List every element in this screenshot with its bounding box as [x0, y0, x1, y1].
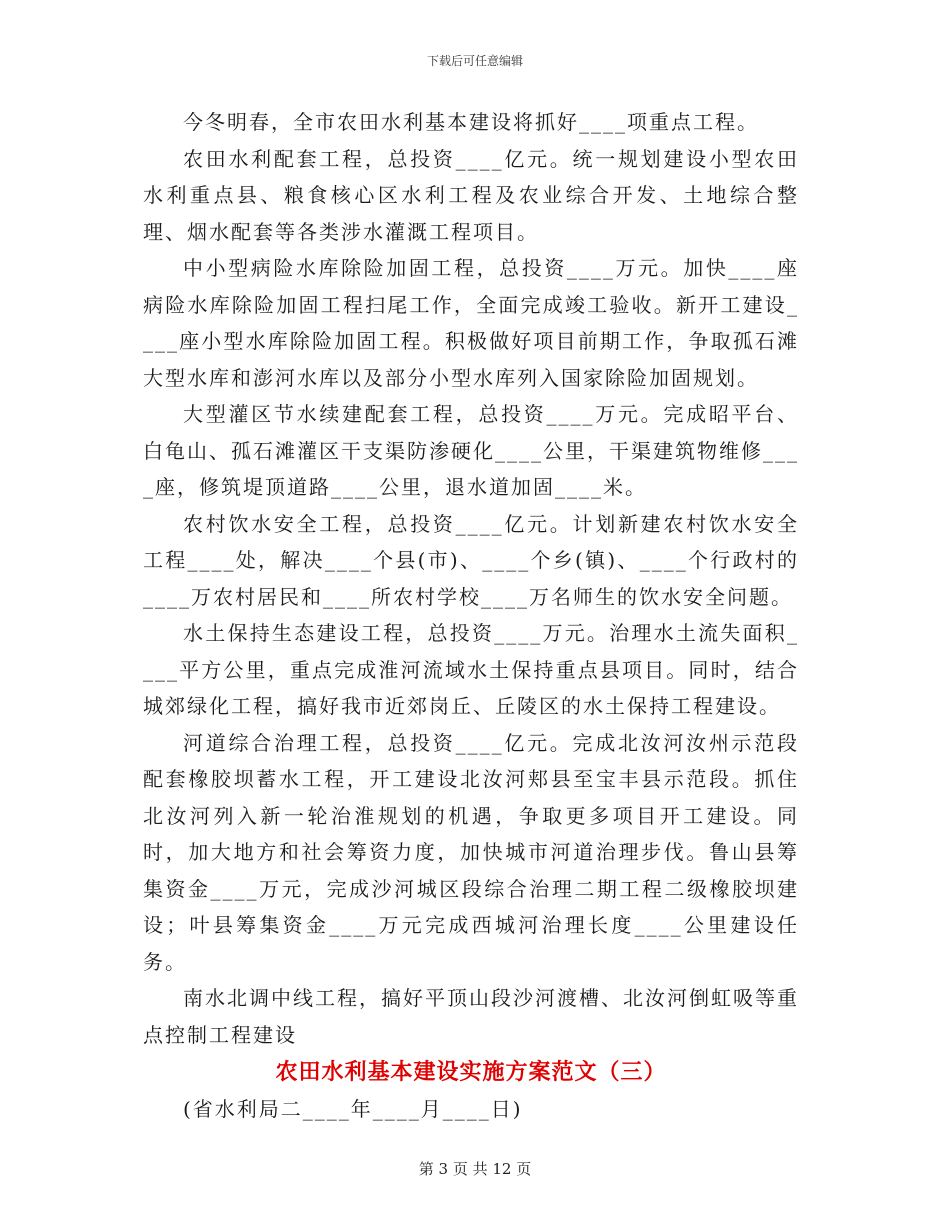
paragraph-soil-conservation: 水土保持生态建设工程，总投资____万元。治理水土流失面积____平方公里，重点完成淮河流域水土保持重点县项目。同时，结合城郊绿化工程，搞好我市近郊岗丘、丘陵区的水土保持工程建设。 [143, 621, 799, 718]
paragraph-irrigation-district: 大型灌区节水续建配套工程，总投资____万元。完成昭平台、白龟山、孤石滩灌区干支渠防渗硬化____公里，干渠建筑物维修____座，修筑堤顶道路____公里，退水道加固____米。 [143, 402, 799, 499]
paragraph-reservoir-reinforcement: 中小型病险水库除险加固工程，总投资____万元。加快____座病险水库除险加固工程扫尾工作，全面完成竣工验收。新开工建设____座小型水库除险加固工程。积极做好项目前期工作，争取孤石滩大型水库和澎河水库以及部分小型水库列入国家除险加固规划。 [143, 256, 799, 390]
document-body [143, 104, 799, 1128]
page-header: 下载后可任意编辑 [426, 54, 523, 68]
paragraph-river-governance: 河道综合治理工程，总投资____亿元。完成北汝河汝州示范段配套橡胶坝蓄水工程，开工建设北汝河郏县至宝丰县示范段。抓住北汝河列入新一轮治淮规划的机遇，争取更多项目开工建设。同时，加大地方和社会筹资力度，加快城市河道治理步伐。鲁山县筹集资金____万元，完成沙河城区段综合治理二期工程二级橡胶坝建设；叶县筹集资金____万元完成西城河治理长度____公里建设任务。 [143, 730, 799, 974]
section-title: 农田水利基本建设实施方案范文（三） [275, 1060, 667, 1085]
paragraph-key-projects: 今冬明春，全市农田水利基本建设将抓好____项重点工程。 [183, 110, 759, 134]
paragraph-drinking-water: 农村饮水安全工程，总投资____亿元。计划新建农村饮水安全工程____处，解决____个县(市)、____个乡(镇)、____个行政村的____万农村居民和____所农村学校____万名师生的饮水安全问题。 [143, 511, 799, 609]
date-line: (省水利局二____年____月____日) [183, 1097, 523, 1121]
paragraph-south-north-diversion: 南水北调中线工程，搞好平顶山段沙河渡槽、北汝河倒虹吸等重点控制工程建设 [143, 986, 799, 1047]
page-footer: 第 3 页 共 12 页 [418, 1160, 532, 1178]
paragraph-irrigation-supporting: 农田水利配套工程，总投资____亿元。统一规划建设小型农田水利重点县、粮食核心区水利工程及农业综合开发、土地综合整理、烟水配套等各类涉水灌溉工程项目。 [143, 146, 799, 244]
